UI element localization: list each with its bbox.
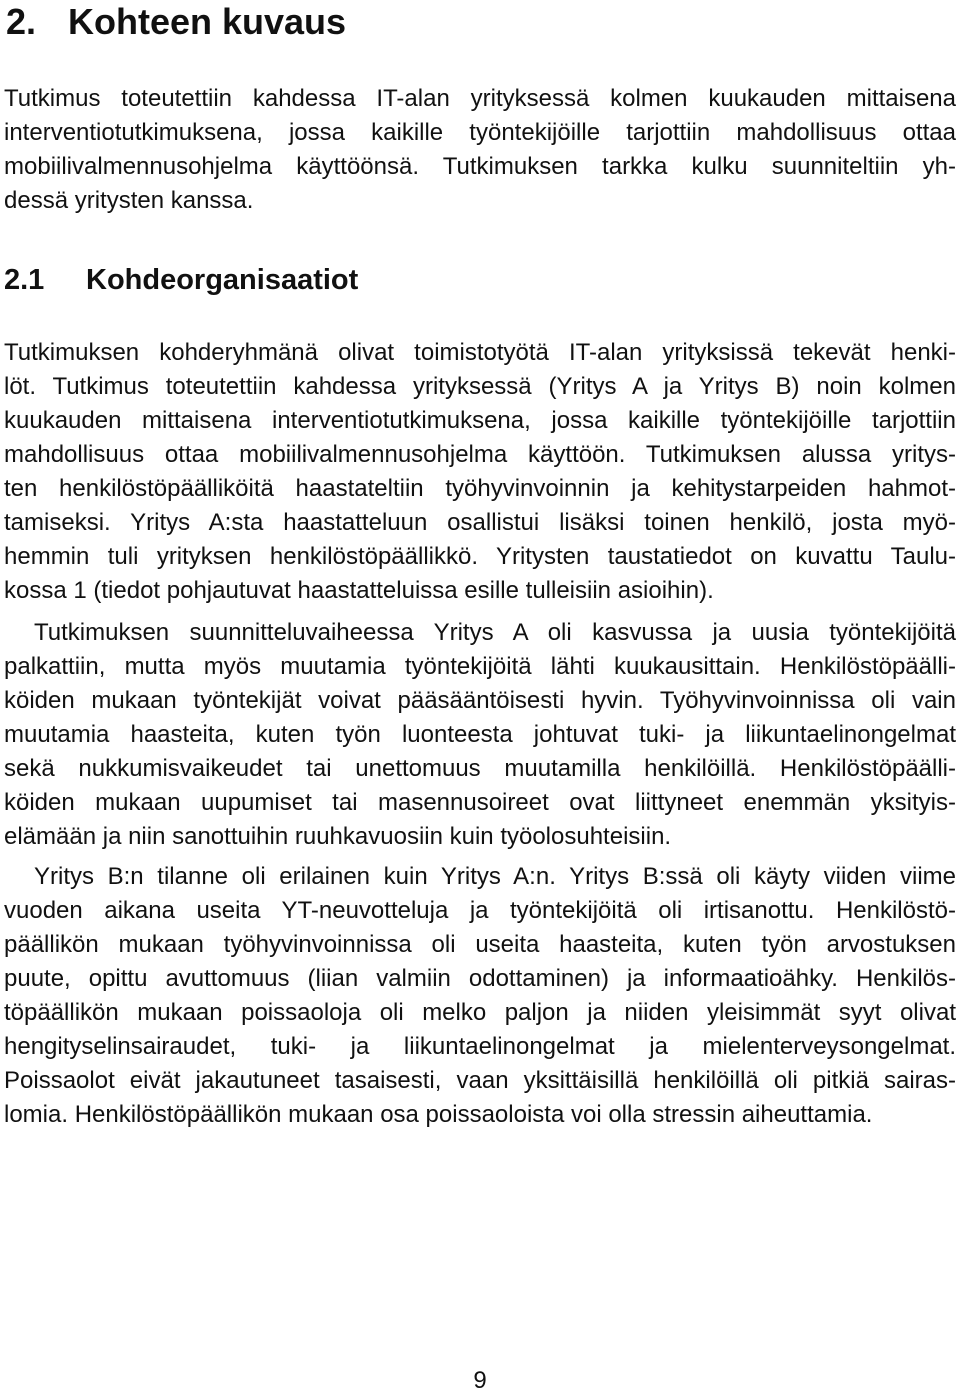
text-line: muutamia haasteita, kuten työn luonteesta johtuvat tuki- ja liikuntaelinongelmat	[4, 721, 956, 748]
text-line: Tutkimus toteutettiin kahdessa IT-alan yrityksessä kolmen kuukauden mittaisena	[4, 85, 956, 112]
intro-paragraph	[4, 82, 956, 218]
page-number: 9	[473, 1367, 487, 1394]
text-line: sekä nukkumisvaikeudet tai unettomuus muutamilla henkilöillä. Henkilöstöpäälli-	[4, 755, 956, 782]
text-line: puute, opittu avuttomuus (liian valmiin odottaminen) ja informaatioähky. Henkilös-	[4, 965, 956, 992]
text-line: Yritys B:n tilanne oli erilainen kuin Yritys A:n. Yritys B:ssä oli käyty viiden viime	[34, 863, 956, 890]
paragraph-company-a	[4, 616, 956, 854]
subsection-title: Kohdeorganisaatiot	[86, 264, 359, 296]
subsection-number: 2.1	[4, 264, 45, 296]
text-line: köiden mukaan uupumiset tai masennusoireet ovat liittyneet enemmän yksityis-	[4, 789, 956, 816]
text-line: lomia. Henkilöstöpäällikön mukaan osa poissaoloista voi olla stressin aiheuttamia.	[4, 1101, 873, 1128]
text-line: Tutkimuksen suunnitteluvaiheessa Yritys A oli kasvussa ja uusia työntekijöitä	[34, 619, 956, 646]
text-line: interventiotutkimuksena, jossa kaikille työntekijöille tarjottiin mahdollisuus ottaa	[4, 119, 956, 146]
text-line: kossa 1 (tiedot pohjautuvat haastatteluissa esille tulleisiin asioihin).	[4, 577, 714, 604]
section-heading	[6, 0, 346, 44]
text-line: dessä yritysten kanssa.	[4, 187, 254, 214]
text-line: löt. Tutkimus toteutettiin kahdessa yrityksessä (Yritys A ja Yritys B) noin kolmen	[4, 373, 956, 400]
text-line: mahdollisuus ottaa mobiilivalmennusohjelma käyttöön. Tutkimuksen alussa yritys-	[4, 441, 956, 468]
text-line: ten henkilöstöpäälliköitä haastateltiin työhyvinvoinnin ja kehitystarpeiden hahmot-	[4, 475, 956, 502]
text-line: kuukauden mittaisena interventiotutkimuksena, jossa kaikille työntekijöille tarjottiin	[4, 407, 956, 434]
text-line: elämään ja niin sanottuihin ruuhkavuosiin kuin työolosuhteisiin.	[4, 823, 672, 850]
paragraph-target-group	[4, 336, 956, 608]
section-number: 2.	[6, 1, 37, 42]
text-line: tamiseksi. Yritys A:sta haastatteluun osallistui lisäksi toinen henkilö, josta myö-	[4, 509, 956, 536]
paragraph-company-b	[4, 860, 956, 1132]
text-line: päällikön mukaan työhyvinvoinnissa oli useita haasteita, kuten työn arvostuksen	[4, 931, 956, 958]
text-line: köiden mukaan työntekijät voivat pääsääntöisesti hyvin. Työhyvinvoinnissa oli vain	[4, 687, 956, 714]
section-title: Kohteen kuvaus	[68, 1, 347, 42]
text-line: hemmin tuli yrityksen henkilöstöpäällikkö. Yritysten taustatiedot on kuvattu Taulu-	[4, 543, 956, 570]
text-line: mobiilivalmennusohjelma käyttöönsä. Tutkimuksen tarkka kulku suunniteltiin yh-	[4, 153, 956, 180]
text-line: Tutkimuksen kohderyhmänä olivat toimistotyötä IT-alan yrityksissä tekevät henki-	[4, 339, 956, 366]
text-line: palkattiin, mutta myös muutamia työntekijöitä lähti kuukausittain. Henkilöstöpäälli-	[4, 653, 956, 680]
text-line: vuoden aikana useita YT-neuvotteluja ja työntekijöitä oli irtisanottu. Henkilöstö-	[4, 897, 956, 924]
text-line: hengityselinsairaudet, tuki- ja liikuntaelinongelmat ja mielenterveysongelmat.	[4, 1033, 956, 1060]
document-page	[4, 0, 956, 1395]
text-line: töpäällikön mukaan poissaoloja oli melko paljon ja niiden yleisimmät syyt olivat	[4, 999, 956, 1026]
text-line: Poissaolot eivät jakautuneet tasaisesti, vaan yksittäisillä henkilöillä oli pitkiä sairas-	[4, 1067, 956, 1094]
subsection-heading	[4, 260, 358, 300]
